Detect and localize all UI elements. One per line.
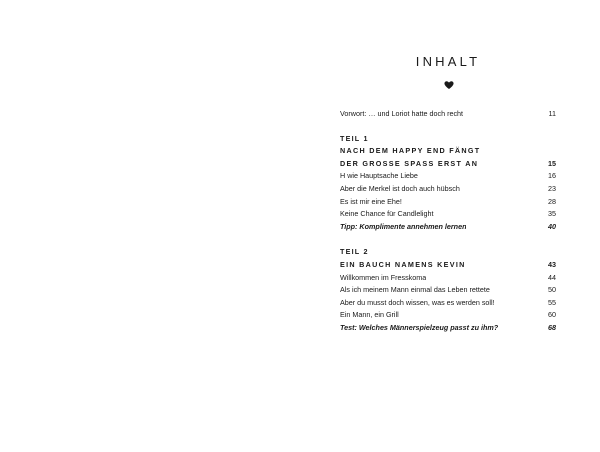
toc-entry[interactable] — [340, 196, 556, 209]
part-title-line: EIN BAUCH NAMENS KEVIN — [340, 259, 466, 269]
toc-entry-page: 60 — [548, 310, 556, 320]
part-title[interactable] — [340, 158, 556, 171]
toc-entry-page: 43 — [548, 259, 556, 269]
toc-entry-page: 68 — [548, 322, 556, 332]
part-title-line: NACH DEM HAPPY END FÄNGT — [340, 146, 481, 156]
toc-entry[interactable] — [340, 309, 556, 322]
heart-icon — [444, 80, 454, 90]
toc-entry-title: Aber die Merkel ist doch auch hübsch — [340, 183, 460, 193]
toc-entry-title: Test: Welches Männerspielzeug passt zu ihm? — [340, 322, 499, 332]
part-title[interactable] — [340, 145, 556, 158]
toc-entry[interactable] — [340, 284, 556, 297]
toc-entry-title: Keine Chance für Candlelight — [340, 209, 434, 219]
toc-entry-page: 23 — [548, 183, 556, 193]
toc-entry[interactable] — [340, 170, 556, 183]
toc-entry-title: Es ist mir eine Ehe! — [340, 196, 402, 206]
toc-entry-preface[interactable] — [340, 108, 556, 121]
toc-entry-title: H wie Hauptsache Liebe — [340, 171, 418, 181]
toc-entry-page: 16 — [548, 171, 556, 181]
part-label: TEIL 1 — [340, 133, 369, 143]
toc-entry-page: 28 — [548, 196, 556, 206]
toc-entry[interactable] — [340, 297, 556, 310]
toc-entry-page: 40 — [548, 221, 556, 231]
part-title-line: DER GROSSE SPASS ERST AN — [340, 158, 479, 168]
toc-entry[interactable] — [340, 208, 556, 221]
page-title: INHALT — [415, 54, 481, 69]
toc-entry[interactable] — [340, 183, 556, 196]
toc-entry-tip[interactable] — [340, 322, 556, 335]
toc-entry-page: 55 — [548, 297, 556, 307]
toc-entry-title: Vorwort: … und Loriot hatte doch recht — [340, 109, 464, 118]
toc-entry-title: Ein Mann, ein Grill — [340, 310, 399, 320]
toc-entry-page: 15 — [548, 158, 556, 168]
toc-entry-page: 44 — [548, 272, 556, 282]
toc-entry-title: Aber du musst doch wissen, was es werden soll! — [340, 297, 495, 307]
toc-entry-tip[interactable] — [340, 221, 556, 234]
toc-entry-title: Als ich meinem Mann einmal das Leben rettete — [340, 285, 490, 295]
table-of-contents — [340, 108, 556, 335]
toc-entry-page: 50 — [548, 285, 556, 295]
toc-entry-page: 11 — [548, 109, 556, 118]
toc-entry-title: Tipp: Komplimente annehmen lernen — [340, 221, 467, 231]
toc-entry-title: Willkommen im Fresskoma — [340, 272, 427, 282]
toc-entry[interactable] — [340, 272, 556, 285]
part-title[interactable] — [340, 259, 556, 272]
part-label: TEIL 2 — [340, 247, 369, 257]
toc-entry-page: 35 — [548, 209, 556, 219]
